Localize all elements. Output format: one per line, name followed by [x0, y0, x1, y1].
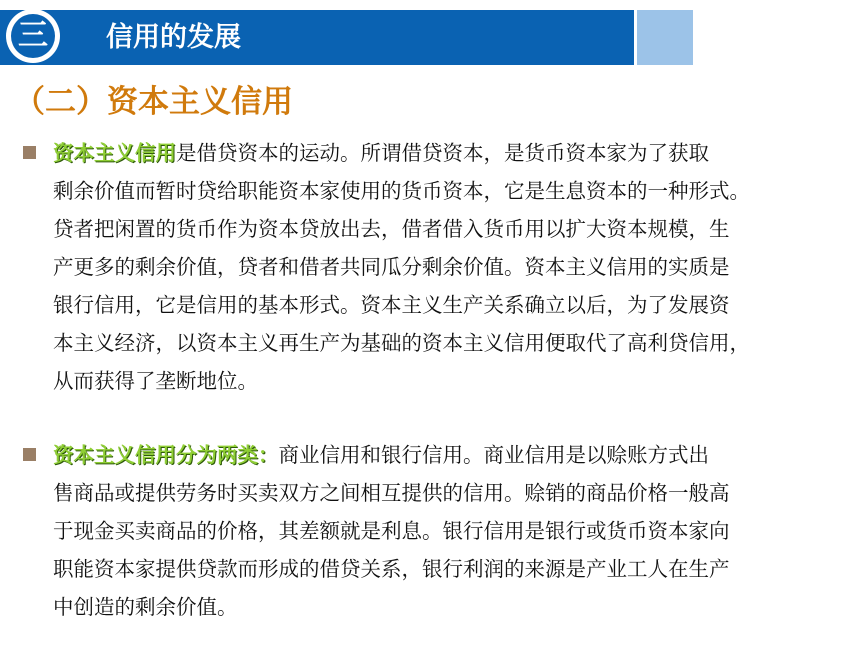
header-bar: [0, 10, 634, 65]
highlight-term: 资本主义信用分为两类：: [53, 443, 279, 467]
bullet-square-icon: [23, 146, 36, 159]
paragraph-line: 剩余价值而暂时贷给职能资本家使用的货币资本，它是生息资本的一种形式。: [53, 179, 750, 203]
paragraph-line: 售商品或提供劳务时买卖双方之间相互提供的信用。赊销的商品价格一般高: [53, 481, 730, 505]
paragraph-line: 资本主义信用是借贷资本的运动。所谓借贷资本，是货币资本家为了获取: [53, 141, 709, 165]
paragraph-line: 银行信用，它是信用的基本形式。资本主义生产关系确立以后，为了发展资: [53, 293, 730, 317]
paragraph-line: 职能资本家提供贷款而形成的借贷关系，银行利润的来源是产业工人在生产: [53, 557, 730, 581]
section-subtitle: （二）资本主义信用: [14, 84, 293, 120]
paragraph-line: 产更多的剩余价值，贷者和借者共同瓜分剩余价值。资本主义信用的实质是: [53, 255, 730, 279]
paragraph-line: 从而获得了垄断地位。: [53, 369, 258, 393]
header-accent-block: [637, 10, 693, 65]
paragraph: [53, 436, 858, 626]
paragraph-line: 资本主义信用分为两类：商业信用和银行信用。商业信用是以赊账方式出: [53, 443, 709, 467]
page-title: 信用的发展: [106, 22, 241, 53]
paragraph-line: 于现金买卖商品的价格，其差额就是利息。银行信用是银行或货币资本家向: [53, 519, 730, 543]
paragraph-line: 贷者把闲置的货币作为资本贷放出去，借者借入货币用以扩大资本规模，生: [53, 217, 730, 241]
paragraph: [53, 134, 858, 400]
bullet-square-icon: [23, 448, 36, 461]
paragraph-line: 中创造的剩余价值。: [53, 595, 238, 619]
highlight-term: 资本主义信用: [53, 141, 176, 165]
section-number-badge: [6, 9, 60, 63]
paragraph-line: 本主义经济，以资本主义再生产为基础的资本主义信用便取代了高利贷信用，: [53, 331, 750, 355]
section-number: 三: [11, 14, 55, 58]
